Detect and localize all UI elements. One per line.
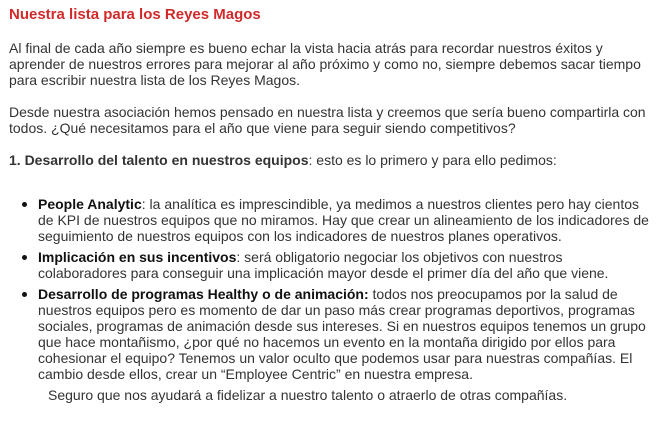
bullet-icon [22, 292, 27, 297]
bullet-heading: People Analytic [38, 196, 142, 212]
bullet-icon [22, 202, 27, 207]
bullet-list [9, 196, 655, 382]
bullet-heading: Implicación en sus incentivos [38, 249, 237, 265]
list-item [38, 196, 655, 244]
bullet-text: : será obligatorio negociar los objetivos con nuestros colaboradores para conseguir una implicación mayor desde el primer día del año que viene. [38, 249, 609, 281]
intro-paragraph-1: Al final de cada año siempre es bueno echar la vista hacia atrás para recordar nuestros éxitos y aprender de nuestros errores para mejorar al año próximo y como no, siempre debemos sacar tiempo para escribir nuestra lista de los Reyes Magos. [9, 40, 641, 88]
bullet-text: : la analítica es imprescindible, ya medimos a nuestros clientes pero hay cientos de KPI de nuestros equipos que no miramos. Hay que crear un alineamiento de los indicadores de seguimiento de nuestros equipos con los indicadores de nuestros planes operativos. [38, 196, 649, 244]
article-title: Nuestra lista para los Reyes Magos [9, 6, 261, 23]
list-item [38, 286, 655, 382]
bullet-heading: Desarrollo de programas Healthy o de animación: [38, 286, 369, 302]
list-item [38, 249, 655, 281]
bullet-icon [22, 255, 27, 260]
closing-paragraph: Seguro que nos ayudará a fidelizar a nuestro talento o atraerlo de otras compañías. [48, 387, 568, 403]
intro-paragraph-2: Desde nuestra asociación hemos pensado en nuestra lista y creemos que sería bueno compartirla con todos. ¿Qué necesitamos para el año que viene para seguir siendo competitivos? [9, 104, 646, 136]
section-text: : esto es lo primero y para ello pedimos: [308, 152, 557, 168]
section-heading: 1. Desarrollo del talento en nuestros equipos [9, 152, 309, 168]
section-heading-line [9, 152, 655, 168]
bullet-text: todos nos preocupamos por la salud de nuestros equipos pero es momento de dar un paso más crear programas deportivos, programas sociales, programas de animación desde sus intereses. Si en nuestros equipos tenemos un grupo que hace montañismo, ¿por qué no hacemos un evento en la montaña dirigido por ellos para cohesionar el equipo? Tenemos un valor oculto que podemos usar para nuestras compañías. El cambio desde ellos, crear un “Employee Centric” en nuestra empresa. [38, 286, 646, 382]
